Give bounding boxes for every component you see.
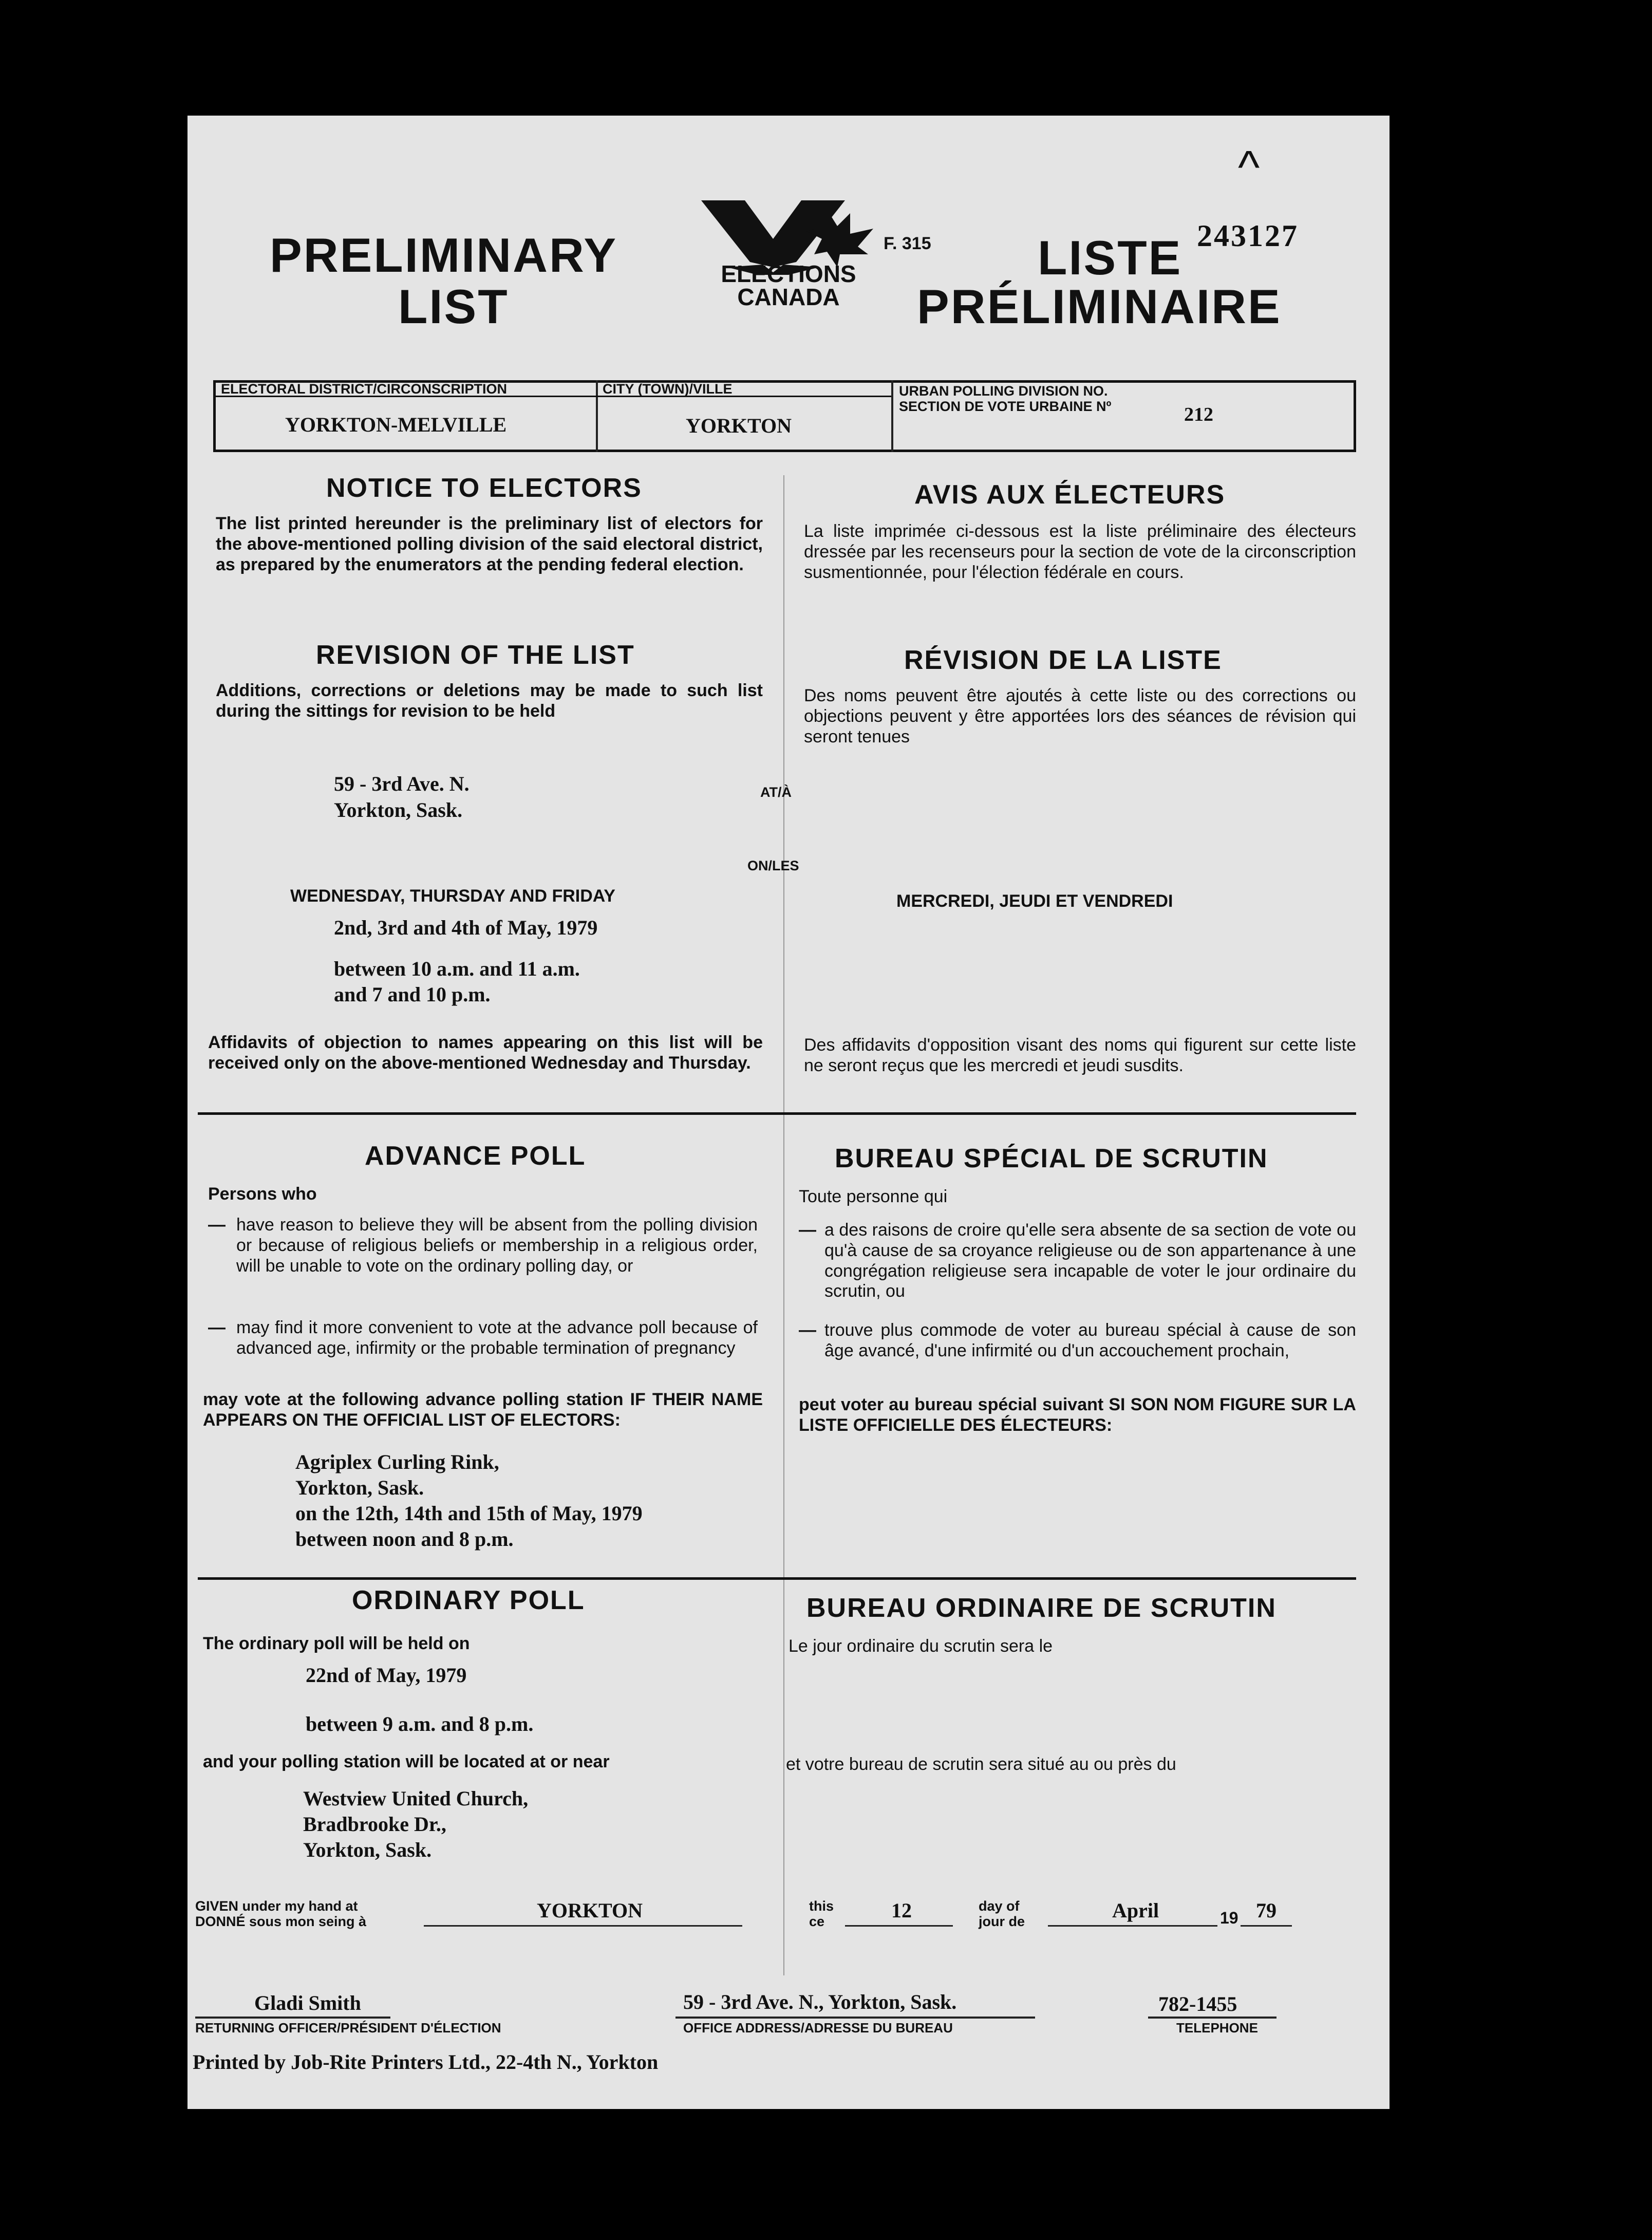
ordinary-located-fr: et votre bureau de scrutin sera situé au ou près du [786, 1754, 1176, 1774]
logo-text-line2: CANADA [737, 284, 840, 310]
advance-item2-dash-fr: — [799, 1320, 816, 1340]
revision-address-line1: 59 - 3rd Ave. N. [334, 772, 470, 795]
section-divider-1 [198, 1112, 1356, 1115]
phone-label: TELEPHONE [1176, 2020, 1258, 2036]
signature-month: April [1112, 1899, 1159, 1922]
ordinary-heading-fr: BUREAU ORDINAIRE DE SCRUTIN [806, 1593, 1276, 1623]
phone-number: 782-1455 [1158, 1992, 1237, 2015]
title-fr-line2: PRÉLIMINAIRE [917, 279, 1282, 333]
section-divider-2 [198, 1577, 1356, 1580]
ordinary-place-line3: Yorkton, Sask. [303, 1838, 432, 1861]
ordinary-located-en: and your polling station will be located at or near [203, 1752, 610, 1771]
advance-outro-fr: peut voter au bureau spécial suivant SI SON NOM FIGURE SUR LA LISTE OFFICIELLE DES ÉLECTEURS: [799, 1395, 1356, 1435]
dayof-label: day of [979, 1898, 1020, 1914]
jourde-label: jour de [979, 1914, 1025, 1929]
revision-address-line2: Yorkton, Sask. [334, 798, 463, 822]
advance-item2-fr: trouve plus commode de voter au bureau spécial à cause de son âge avancé, d'une infirmité ou d'un accouchement prochain, [824, 1320, 1356, 1360]
notice-heading-en: NOTICE TO ELECTORS [326, 473, 642, 503]
advance-item1-dash-en: — [208, 1215, 226, 1235]
elections-canada-logo [696, 190, 881, 308]
title-en-line1: PRELIMINARY [270, 228, 618, 282]
on-label: ON/LES [747, 858, 799, 873]
advance-heading-fr: BUREAU SPÉCIAL DE SCRUTIN [835, 1144, 1268, 1173]
given-label-line2: DONNÉ sous mon seing à [195, 1914, 367, 1929]
revision-text-fr: Des noms peuvent être ajoutés à cette liste ou des corrections ou objections peuvent y être apportées lors des séances de révision qui seront tenues [804, 686, 1356, 746]
office-address: 59 - 3rd Ave. N., Yorkton, Sask. [683, 1990, 957, 2013]
revision-heading-fr: RÉVISION DE LA LISTE [904, 645, 1222, 675]
city-label: CITY (TOWN)/VILLE [603, 381, 733, 397]
advance-item1-dash-fr: — [799, 1220, 816, 1240]
advance-place-line2: Yorkton, Sask. [295, 1476, 424, 1499]
ordinary-date: 22nd of May, 1979 [306, 1664, 467, 1687]
corner-mark: ^ [1238, 142, 1260, 193]
serial-number: 243127 [1197, 219, 1299, 253]
revision-dates: 2nd, 3rd and 4th of May, 1979 [334, 916, 598, 939]
office-label: OFFICE ADDRESS/ADRESSE DU BUREAU [683, 2020, 953, 2036]
city-value: YORKTON [686, 414, 792, 437]
ce-label: ce [809, 1914, 825, 1929]
division-value: 212 [1184, 404, 1213, 425]
advance-item1-fr: a des raisons de croire qu'elle sera absente de sa section de vote ou qu'à cause de sa croyance religieuse ou de son appartenance à une congrégation religieuse sera incapable de voter le jour ordinaire du scrutin, ou [824, 1220, 1356, 1301]
ordinary-place-line1: Westview United Church, [303, 1787, 529, 1810]
affidavit-text-fr: Des affidavits d'opposition visant des noms qui figurent sur cette liste ne seront reçus que les mercredi et jeudi susdits. [804, 1035, 1356, 1075]
advance-item2-en: may find it more convenient to vote at the advance poll because of advanced age, infirmity or the probable termination of pregnancy [236, 1318, 758, 1358]
advance-item1-en: have reason to believe they will be absent from the polling division or because of religious beliefs or membership in a religious order, will be unable to vote on the ordinary polling day, or [236, 1215, 758, 1276]
advance-place-line4: between noon and 8 p.m. [295, 1527, 514, 1551]
logo-text-line1: ELECTIONS [721, 260, 856, 287]
signature-place: YORKTON [537, 1899, 643, 1922]
title-fr-line1: LISTE [1038, 231, 1182, 285]
revision-text-en: Additions, corrections or deletions may be made to such list during the sittings for revision to be held [216, 681, 763, 721]
revision-hours-line1: between 10 a.m. and 11 a.m. [334, 957, 580, 980]
at-label: AT/À [760, 785, 792, 800]
ordinary-place-line2: Bradbrooke Dr., [303, 1813, 446, 1836]
advance-heading-en: ADVANCE POLL [365, 1141, 586, 1171]
advance-intro-en: Persons who [208, 1184, 317, 1204]
revision-days-en: WEDNESDAY, THURSDAY AND FRIDAY [290, 886, 615, 906]
document-page [187, 116, 1390, 2109]
affidavit-text-en: Affidavits of objection to names appearing on this list will be received only on the above-mentioned Wednesday and Thursday. [208, 1033, 763, 1073]
division-label-line1: URBAN POLLING DIVISION NO. [899, 383, 1108, 399]
notice-heading-fr: AVIS AUX ÉLECTEURS [914, 480, 1226, 510]
revision-heading-en: REVISION OF THE LIST [316, 640, 635, 670]
division-label-line2: SECTION DE VOTE URBAINE Nº [899, 399, 1112, 414]
advance-place-line3: on the 12th, 14th and 15th of May, 1979 [295, 1502, 643, 1525]
ordinary-heading-en: ORDINARY POLL [352, 1585, 585, 1615]
printer-credit: Printed by Job-Rite Printers Ltd., 22-4th N., Yorkton [193, 2050, 659, 2074]
advance-place-line1: Agriplex Curling Rink, [295, 1450, 499, 1473]
advance-outro-en: may vote at the following advance polling station IF THEIR NAME APPEARS ON THE OFFICIAL LIST OF ELECTORS: [203, 1390, 763, 1430]
ordinary-held-fr: Le jour ordinaire du scrutin sera le [789, 1636, 1053, 1656]
given-label-line1: GIVEN under my hand at [195, 1898, 358, 1914]
title-en-line2: LIST [398, 279, 509, 333]
district-label: ELECTORAL DISTRICT/CIRCONSCRIPTION [221, 381, 508, 397]
signature-day: 12 [891, 1899, 912, 1922]
signature-year-suffix: 79 [1256, 1899, 1276, 1922]
district-value: YORKTON-MELVILLE [285, 413, 507, 436]
notice-text-fr: La liste imprimée ci-dessous est la liste préliminaire des électeurs dressée par les recenseurs pour la section de vote de la circonscription susmentionnée, pour l'élection fédérale en cours. [804, 521, 1356, 582]
ordinary-held-en: The ordinary poll will be held on [203, 1634, 470, 1653]
signature-year-prefix: 19 [1220, 1909, 1238, 1927]
ordinary-hours: between 9 a.m. and 8 p.m. [306, 1712, 534, 1735]
advance-item2-dash-en: — [208, 1318, 226, 1337]
officer-label: RETURNING OFFICER/PRÉSIDENT D'ÉLECTION [195, 2020, 501, 2036]
notice-text-en: The list printed hereunder is the preliminary list of electors for the above-mentioned polling division of the said electoral district, as prepared by the enumerators at the pending federal election. [216, 514, 763, 574]
form-number: F. 315 [884, 234, 931, 253]
officer-name: Gladi Smith [254, 1991, 361, 2014]
revision-hours-line2: and 7 and 10 p.m. [334, 983, 491, 1006]
advance-intro-fr: Toute personne qui [799, 1187, 948, 1206]
revision-days-fr: MERCREDI, JEUDI ET VENDREDI [896, 891, 1173, 911]
this-label: this [809, 1898, 834, 1914]
